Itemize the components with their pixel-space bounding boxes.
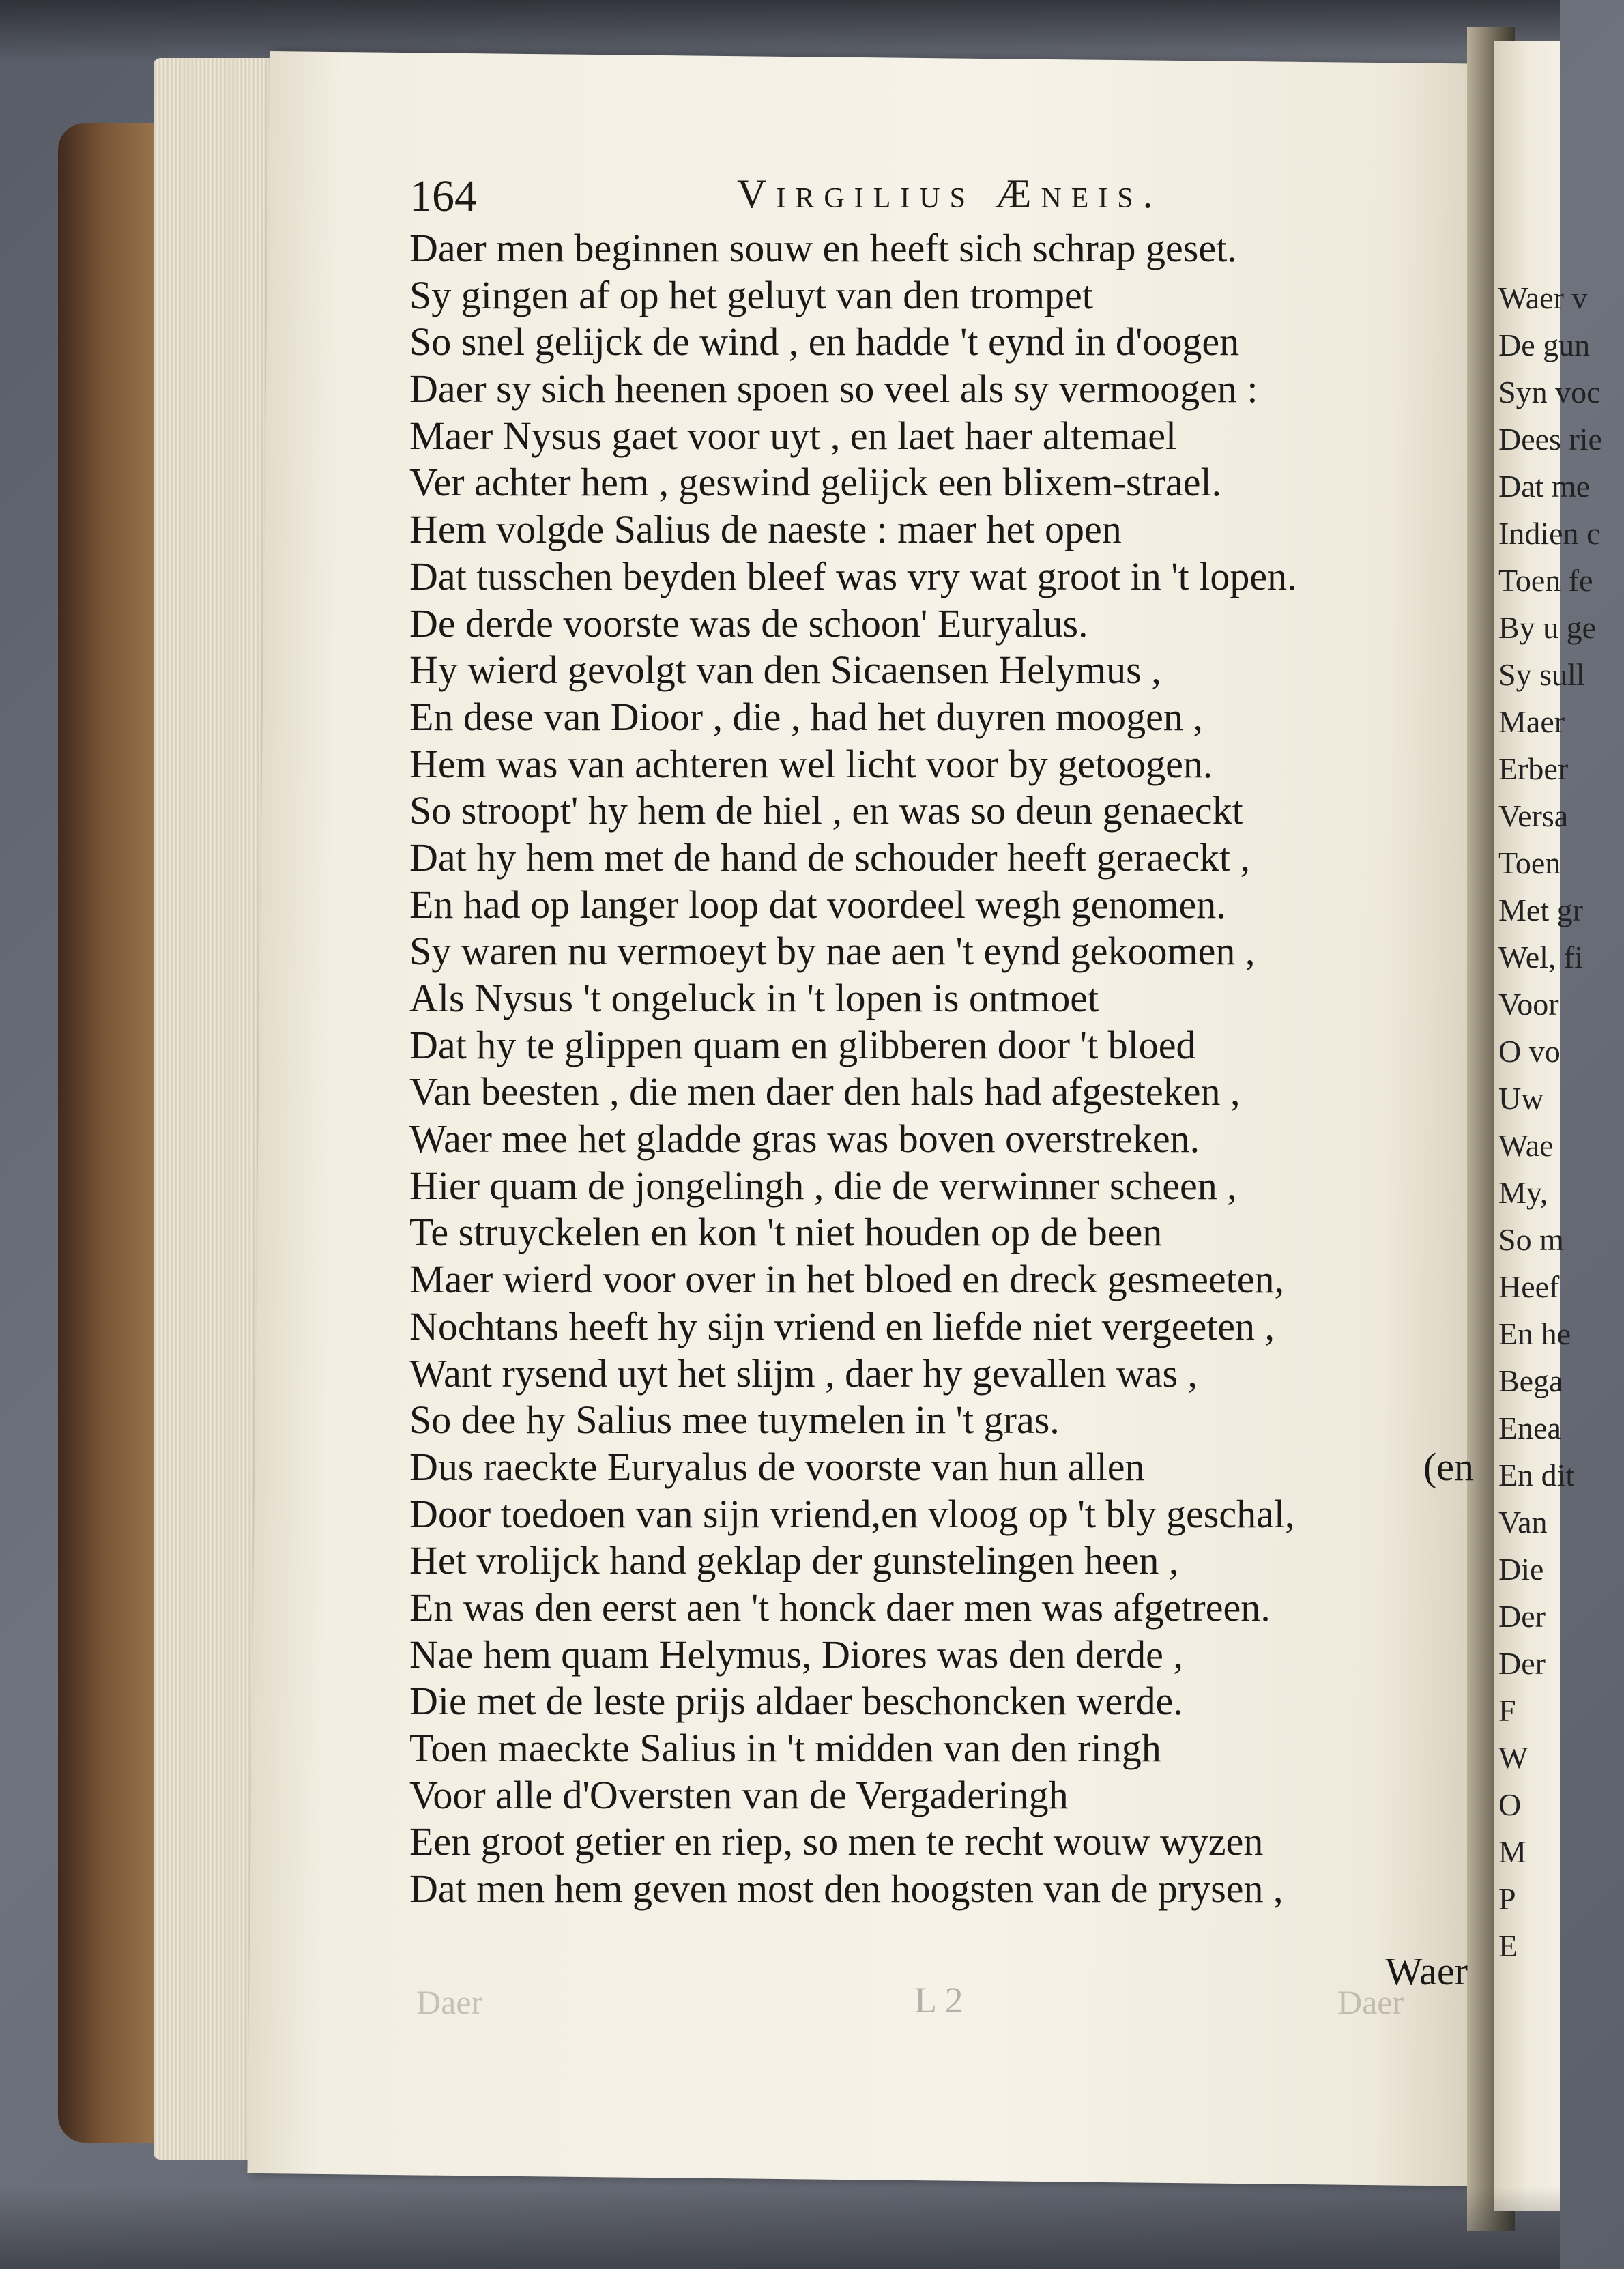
verse-line-text: Het vrolijck hand geklap der gunstelingen heen , <box>409 1538 1179 1583</box>
verse-line-text: Want rysend uyt het slijm , daer hy gevallen was , <box>409 1350 1198 1396</box>
verse-block <box>409 225 1474 1913</box>
verse-line-text: Hy wierd gevolgt van den Sicaensen Helymus , <box>409 648 1161 693</box>
verse-line-text: Die met de leste prijs aldaer beschoncken werde. <box>409 1679 1183 1724</box>
running-title: Virgilius Æneis. <box>737 171 1163 216</box>
verse-line <box>409 1866 1474 1913</box>
facing-page-fragment: P <box>1498 1881 1516 1916</box>
verse-line <box>409 272 1474 319</box>
page-header <box>409 171 1624 225</box>
facing-page-fragment: Enea <box>1498 1411 1561 1445</box>
verse-line <box>409 319 1474 366</box>
verse-line <box>409 1350 1474 1398</box>
verse-line <box>409 1585 1474 1632</box>
facing-page-fragment: Van <box>1498 1505 1548 1540</box>
verse-line-text: Dat tusschen beyden bleef was vry wat groot in 't lopen. <box>409 553 1297 598</box>
verse-line <box>409 647 1474 694</box>
verse-line-text: Dat hy hem met de hand de schouder heeft geraeckt , <box>409 835 1250 880</box>
facing-page-fragment: M <box>1498 1834 1526 1869</box>
verse-line <box>409 1491 1474 1538</box>
facing-page-fragment: En he <box>1498 1316 1571 1351</box>
verse-line-text: Daer men beginnen souw en heeft sich schrap geset. <box>409 226 1237 270</box>
facing-page-fragment: Waer v <box>1498 280 1588 315</box>
verse-line-text: So stroopt' hy hem de hiel , en was so deun genaeckt <box>409 788 1243 833</box>
verse-line-text: Dat hy te glippen quam en glibberen door 't bloed <box>409 1022 1196 1067</box>
verse-line-text: Maer wierd voor over in het bloed en dreck gesmeeten, <box>409 1257 1284 1302</box>
facing-page-fragment: My, <box>1498 1175 1548 1210</box>
verse-line <box>409 882 1474 929</box>
verse-line-text: Ver achter hem , geswind gelijck een blixem-strael. <box>409 460 1222 505</box>
facing-page-fragment: Der <box>1498 1599 1546 1634</box>
facing-page-fragment: Wae <box>1498 1128 1554 1163</box>
verse-line-text: Door toedoen van sijn vriend,en vloog op 't bly geschal, <box>409 1491 1295 1536</box>
facing-page-fragment: Dat me <box>1498 469 1591 504</box>
facing-page-fragment: E <box>1498 1928 1518 1963</box>
verse-line <box>409 835 1474 882</box>
show-through-word-left: Daer <box>416 1983 483 2021</box>
verse-line <box>409 366 1474 413</box>
background-shadow-top <box>0 0 1560 61</box>
verse-line <box>409 1678 1474 1725</box>
verse-line <box>409 225 1474 272</box>
signature-mark: L 2 <box>914 1980 963 2021</box>
show-through-word-right: Daer <box>1337 1983 1404 2021</box>
verse-line-text: Nae hem quam Helymus, Diores was den derde , <box>409 1632 1183 1677</box>
facing-page-fragment: F <box>1498 1693 1516 1728</box>
verse-line <box>409 1163 1474 1210</box>
verse-line <box>409 1256 1474 1303</box>
facing-page-fragment: Indien c <box>1498 516 1601 551</box>
verse-line-text: Sy waren nu vermoeyt by nae aen 't eynd gekoomen , <box>409 929 1256 974</box>
verse-line <box>409 459 1474 506</box>
facing-page-fragment: Der <box>1498 1646 1546 1681</box>
verse-line-text: Nochtans heeft hy sijn vriend en liefde niet vergeeten , <box>409 1303 1275 1348</box>
verse-line <box>409 1819 1474 1866</box>
verse-line <box>409 1069 1474 1116</box>
verse-line <box>409 1725 1474 1772</box>
verse-line <box>409 1303 1474 1350</box>
facing-page-fragment: Sy sull <box>1498 657 1585 692</box>
continuation-mark: (en <box>1423 1444 1474 1489</box>
facing-page-fragment: Versa <box>1498 798 1569 833</box>
verse-line-text: Maer Nysus gaet voor uyt , en laet haer altemael <box>409 413 1177 458</box>
verse-line <box>409 1022 1474 1069</box>
verse-line-text: Te struyckelen en kon 't niet houden op de been <box>409 1210 1163 1255</box>
verse-line-text: Van beesten , die men daer den hals had afgesteken , <box>409 1069 1241 1114</box>
facing-page-fragment: O vo <box>1498 1034 1561 1069</box>
verse-line <box>409 601 1474 648</box>
facing-page-fragment: Toen fe <box>1498 563 1593 598</box>
verse-line <box>409 1397 1474 1444</box>
verse-line <box>409 1632 1474 1679</box>
facing-page-fragment: Maer <box>1498 704 1565 739</box>
verse-line-text: Dus raeckte Euryalus de voorste van hun allen <box>409 1444 1145 1489</box>
facing-page-fragment: De gun <box>1498 328 1591 362</box>
facing-page-fragment: Dees rie <box>1498 422 1602 457</box>
facing-page-fragment: Bega <box>1498 1363 1563 1398</box>
verse-line <box>409 1444 1474 1491</box>
verse-line <box>409 928 1474 975</box>
verse-line-text: Daer sy sich heenen spoen so veel als sy vermoogen : <box>409 366 1258 411</box>
verse-line <box>409 1772 1474 1819</box>
verse-line-text: Hem was van achteren wel licht voor by getoogen. <box>409 741 1213 786</box>
facing-page-fragment: Wel, fi <box>1498 940 1584 974</box>
verse-line <box>409 975 1474 1022</box>
facing-page-fragment: Uw <box>1498 1081 1544 1116</box>
verse-line <box>409 694 1474 741</box>
verse-line <box>409 553 1474 601</box>
facing-page-fragment: O <box>1498 1787 1522 1822</box>
verse-line-text: Dat men hem geven most den hoogsten van de prysen , <box>409 1866 1284 1911</box>
verse-line-text: En dese van Dioor , die , had het duyren moogen , <box>409 694 1203 739</box>
verse-line-text: Sy gingen af op het geluyt van den trompet <box>409 272 1093 317</box>
page-number: 164 <box>409 171 477 221</box>
facing-page <box>1494 41 1602 2211</box>
verse-line-text: En was den eerst aen 't honck daer men was afgetreen. <box>409 1585 1271 1630</box>
verse-line <box>409 787 1474 835</box>
verse-line <box>409 413 1474 460</box>
background-shadow-bottom <box>0 2187 1560 2269</box>
verse-line-text: So snel gelijck de wind , en hadde 't eynd in d'oogen <box>409 319 1240 364</box>
verse-line-text: Als Nysus 't ongeluck in 't lopen is ontmoet <box>409 976 1099 1020</box>
verse-line-text: Voor alle d'Oversten van de Vergaderingh <box>409 1772 1069 1817</box>
verse-line <box>409 1209 1474 1256</box>
facing-page-fragment: Heef <box>1498 1269 1560 1304</box>
verse-line-text: Toen maeckte Salius in 't midden van den ringh <box>409 1726 1161 1770</box>
verse-line-text: Waer mee het gladde gras was boven overstreken. <box>409 1116 1200 1161</box>
verse-line-text: En had op langer loop dat voordeel wegh genomen. <box>409 882 1226 927</box>
facing-page-fragment: Die <box>1498 1552 1544 1587</box>
verse-line-text: Hier quam de jongelingh , die de verwinner scheen , <box>409 1163 1237 1208</box>
facing-page-fragment: By u ge <box>1498 610 1597 645</box>
facing-page-fragment: W <box>1498 1740 1528 1775</box>
facing-page-fragment: En dit <box>1498 1458 1575 1492</box>
verse-line-text: Een groot getier en riep, so men te recht wouw wyzen <box>409 1819 1264 1864</box>
facing-page-fragment: Syn voc <box>1498 375 1601 409</box>
verse-line-text: De derde voorste was de schoon' Euryalus. <box>409 601 1088 646</box>
verse-line <box>409 1116 1474 1163</box>
catchword: Waer <box>1385 1949 1468 1993</box>
verse-line-text: So dee hy Salius mee tuymelen in 't gras. <box>409 1398 1060 1443</box>
verse-line <box>409 741 1474 788</box>
verse-line <box>409 1537 1474 1585</box>
facing-page-fragment: Voor <box>1498 987 1559 1022</box>
verse-line-text: Hem volgde Salius de naeste : maer het open <box>409 507 1122 552</box>
facing-page-fragment: So m <box>1498 1222 1564 1257</box>
verse-line <box>409 506 1474 553</box>
facing-page-fragment: Met gr <box>1498 893 1583 927</box>
facing-page-fragment: Erber <box>1498 751 1569 786</box>
facing-page-fragment: Toen <box>1498 846 1561 880</box>
